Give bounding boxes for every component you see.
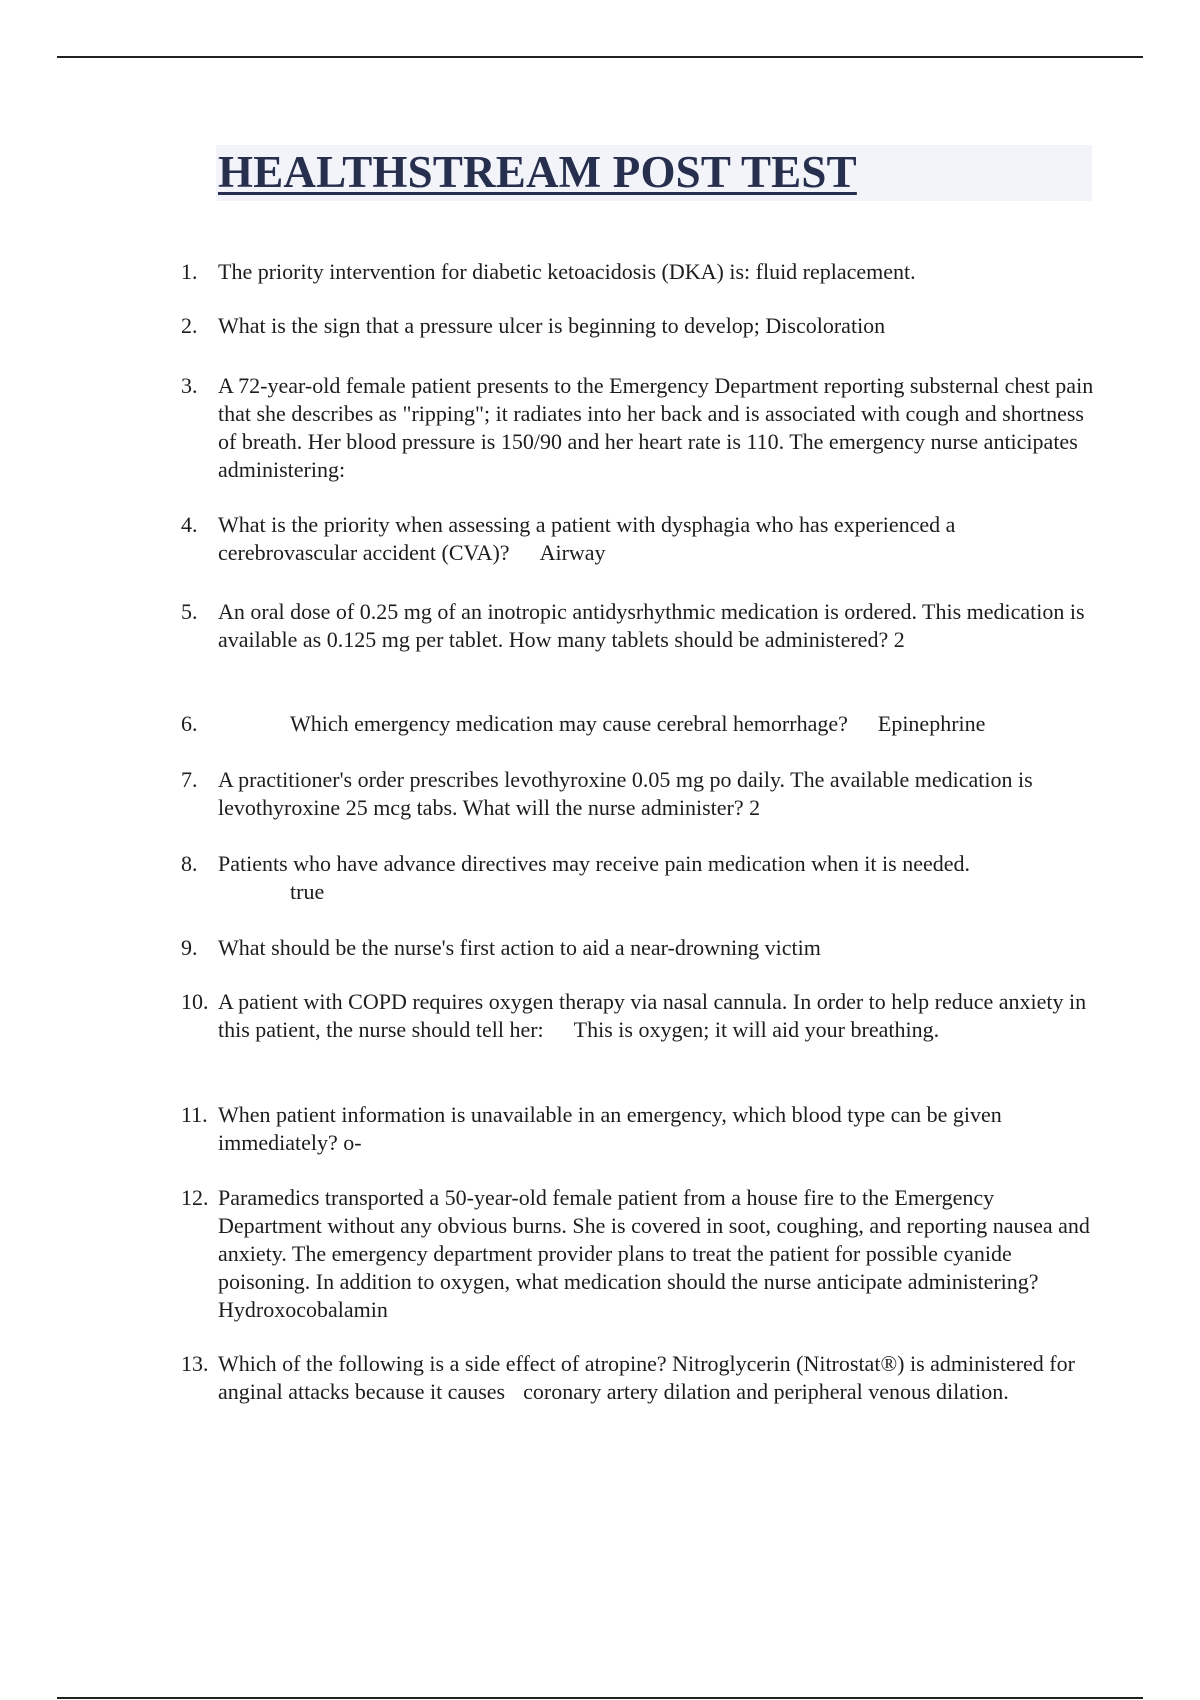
question-text: What is the sign that a pressure ulcer is beginning to develop; Discoloration bbox=[218, 313, 886, 338]
question-answer: coronary artery dilation and peripheral venous dilation. bbox=[523, 1379, 1009, 1404]
question-number: 3. bbox=[181, 373, 198, 398]
question-text: What is the priority when assessing a patient with dysphagia who has experienced a cerebrovascular accident (CVA)? bbox=[218, 512, 956, 565]
question-body bbox=[218, 850, 1096, 906]
question-body bbox=[218, 1184, 1096, 1324]
question-number: 6. bbox=[181, 711, 198, 736]
question-number: 13. bbox=[181, 1351, 209, 1376]
question-body bbox=[218, 988, 1096, 1044]
question-5 bbox=[176, 598, 1096, 654]
question-number: 7. bbox=[181, 767, 198, 792]
question-text: When patient information is unavailable in an emergency, which blood type can be given immediately? o- bbox=[218, 1102, 1002, 1155]
question-body bbox=[290, 710, 1096, 738]
question-text: The priority intervention for diabetic ketoacidosis (DKA) is: fluid replacement. bbox=[218, 259, 916, 284]
question-text: Which of the following is a side effect of atropine? Nitroglycerin (Nitrostat®) is administered for anginal attacks because it causes bbox=[218, 1351, 1075, 1404]
question-number: 12. bbox=[181, 1185, 209, 1210]
question-text: An oral dose of 0.25 mg of an inotropic antidysrhythmic medication is ordered. This medication is available as 0.125 mg per tablet. How many tablets should be administered? 2 bbox=[218, 599, 1085, 652]
question-11 bbox=[176, 1101, 1096, 1157]
question-text: A 72-year-old female patient presents to the Emergency Department reporting substernal chest pain that she describes as "ripping"; it radiates into her back and is associated with cough and shortness of breath. Her blood pressure is 150/90 and her heart rate is 110. The emergency nurse anticipates administering: bbox=[218, 373, 1094, 482]
question-body bbox=[218, 511, 1096, 567]
question-answer: This is oxygen; it will aid your breathing. bbox=[573, 1017, 940, 1042]
document-title: HEALTHSTREAM POST TEST bbox=[218, 147, 857, 197]
question-number: 9. bbox=[181, 935, 198, 960]
question-6 bbox=[176, 710, 1096, 738]
top-rule bbox=[57, 56, 1143, 58]
question-text: Which emergency medication may cause cerebral hemorrhage? bbox=[290, 711, 848, 736]
bottom-rule bbox=[57, 1697, 1143, 1699]
question-number: 5. bbox=[181, 599, 198, 624]
question-answer: true bbox=[290, 879, 325, 904]
question-number: 11. bbox=[181, 1102, 208, 1127]
question-text: What should be the nurse's first action to aid a near-drowning victim bbox=[218, 935, 821, 960]
question-text: A patient with COPD requires oxygen therapy via nasal cannula. In order to help reduce anxiety in this patient, the nurse should tell her: bbox=[218, 989, 1087, 1042]
question-answer: Airway bbox=[539, 540, 606, 565]
question-number: 10. bbox=[181, 989, 209, 1014]
question-4 bbox=[176, 511, 1096, 567]
question-12 bbox=[176, 1184, 1096, 1324]
question-answer: Epinephrine bbox=[877, 711, 986, 736]
question-body bbox=[218, 1350, 1096, 1406]
question-7 bbox=[176, 766, 1096, 822]
question-answer: Hydroxocobalamin bbox=[218, 1297, 388, 1322]
question-number: 2. bbox=[181, 313, 198, 338]
question-number: 1. bbox=[181, 259, 198, 284]
question-1 bbox=[176, 258, 1096, 286]
question-9 bbox=[176, 934, 1096, 962]
question-text: Patients who have advance directives may receive pain medication when it is needed. bbox=[218, 851, 970, 876]
question-text: Paramedics transported a 50-year-old female patient from a house fire to the Emergency Department without any obvious burns. She is covered in soot, coughing, and reporting nausea and anxiety. The emergency department provider plans to treat the patient for possible cyanide poisoning. In addition to oxygen, what medication should the nurse anticipate administering? bbox=[218, 1185, 1090, 1294]
question-10 bbox=[176, 988, 1096, 1044]
question-text: A practitioner's order prescribes levothyroxine 0.05 mg po daily. The available medication is levothyroxine 25 mcg tabs. What will the nurse administer? 2 bbox=[218, 767, 1033, 820]
question-8 bbox=[176, 850, 1096, 906]
question-3 bbox=[176, 372, 1096, 484]
question-number: 4. bbox=[181, 512, 198, 537]
question-2 bbox=[176, 312, 1096, 340]
question-13 bbox=[176, 1350, 1096, 1406]
question-number: 8. bbox=[181, 851, 198, 876]
